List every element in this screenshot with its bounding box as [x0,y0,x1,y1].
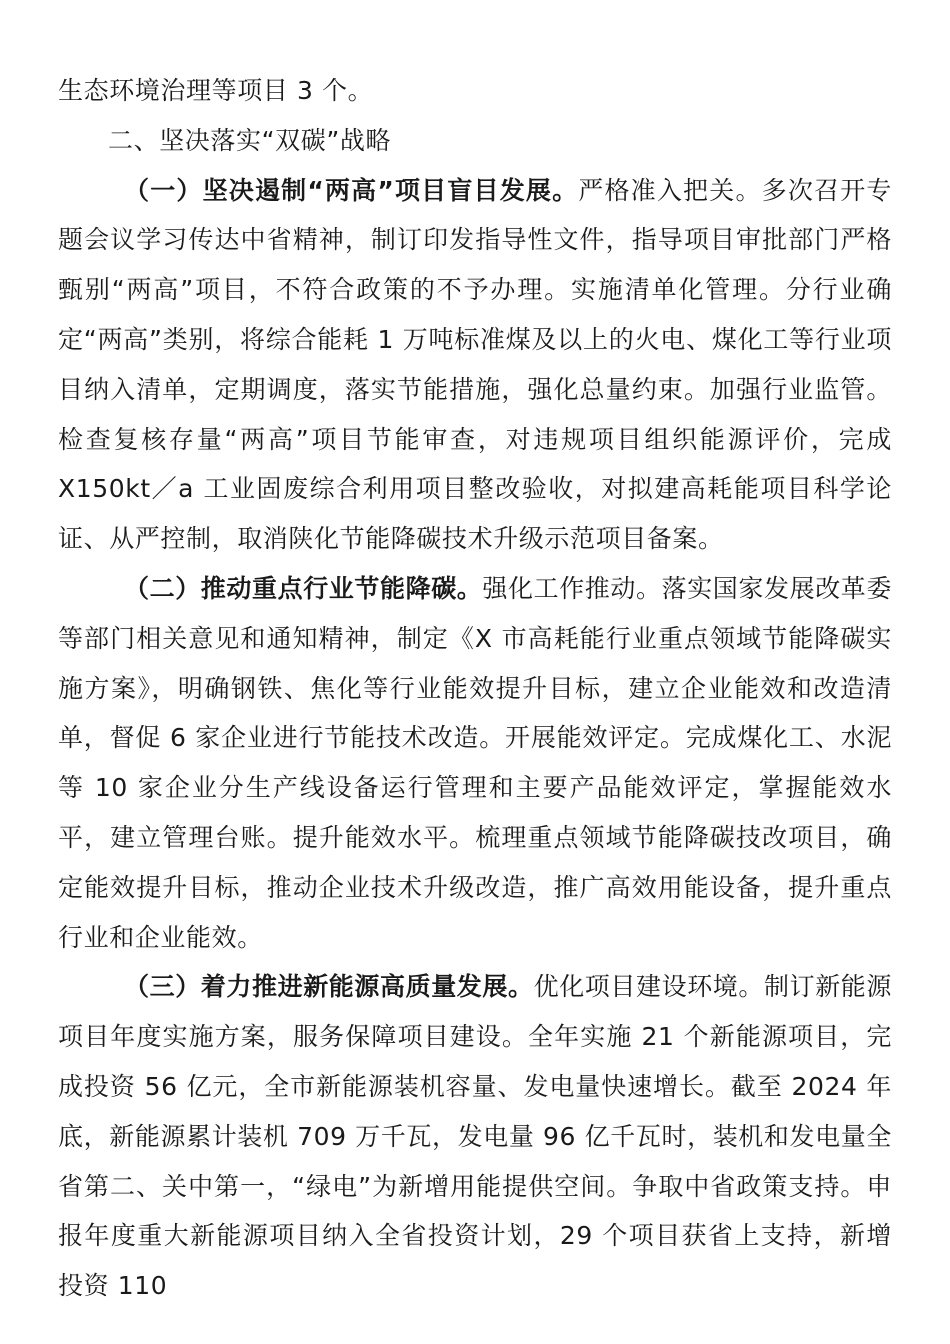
continuation-paragraph [58,66,892,116]
section-paragraph-2 [58,564,892,962]
heading-text: 二、坚决落实“双碳”战略 [108,125,392,155]
section-title: （二）推动重点行业节能降碳。 [124,573,483,603]
section-heading [58,116,892,166]
section-title: （三）着力推进新能源高质量发展。 [124,972,534,1002]
section-body: 严格准入把关。多次召开专题会议学习传达中省精神，制订印发指导性文件，指导项目审批部门严格甄别“两高”项目，不符合政策的不予办理。实施清单化管理。分行业确定“两高”类别，将综合能耗 1 万吨标准煤及以上的火电、煤化工等行业项目纳入清单，定期调度，落实节能措施，强化总量约束。加强行业监管。检查复核存量“两高”项目节能审查，对违规项目组织能源评价，完成 X150kt／a 工业固废综合利用项目整改验收，对拟建高耗能项目科学论证、从严控制，取消陕化节能降碳技术升级示范项目备案。 [58,175,892,554]
section-body: 强化工作推动。落实国家发展改革委等部门相关意见和通知精神，制定《X 市高耗能行业重点领域节能降碳实施方案》，明确钢铁、焦化等行业能效提升目标，建立企业能效和改造清单，督促 6 家企业进行节能技术改造。开展能效评定。完成煤化工、水泥等 10 家企业分生产线设备运行管理和主要产品能效评定，掌握能效水平，建立管理台账。提升能效水平。梳理重点领域节能降碳技改项目，确定能效提升目标，推动企业技术升级改造，推广高效用能设备，提升重点行业和企业能效。 [58,573,893,952]
section-title: （一）坚决遏制“两高”项目盲目发展。 [124,175,579,205]
document-body [58,66,892,1311]
paragraph-text: 生态环境治理等项目 3 个。 [58,76,374,105]
section-body: 优化项目建设环境。制订新能源项目年度实施方案，服务保障项目建设。全年实施 21 个新能源项目，完成投资 56 亿元，全市新能源装机容量、发电量快速增长。截至 2024 年底，新能源累计装机 709 万千瓦，发电量 96 亿千瓦时，装机和发电量全省第二、关中第一，“绿电”为新增用能提供空间。争取中省政策支持。申报年度重大新能源项目纳入全省投资计划，29 个项目获省上支持，新增投资 110 [58,972,893,1301]
section-paragraph-3 [58,962,892,1311]
section-paragraph-1 [58,166,892,564]
